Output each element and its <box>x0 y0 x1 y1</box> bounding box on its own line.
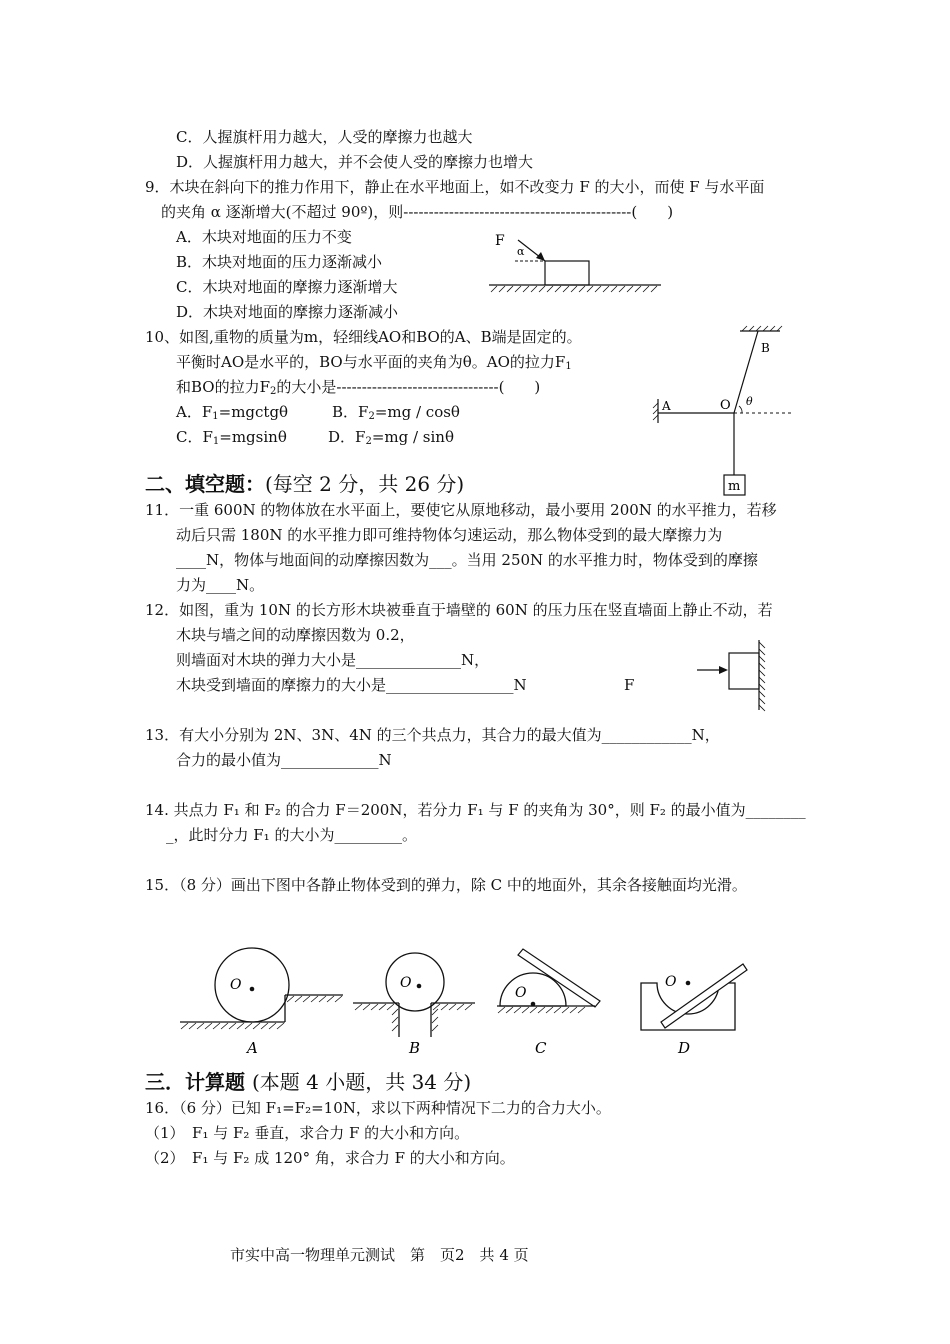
q15-figure-c <box>497 949 600 1057</box>
q12-line1: 12．如图，重为 10N 的长方形木块被垂直于墙壁的 60N 的压力压在竖直墙面上静止不动，若 <box>145 601 773 619</box>
q9-stem-line2: 的夹角 α 逐渐增大(不超过 90º)，则---------------------------------------------( ) <box>161 203 674 221</box>
q10-fig-wall-hatch <box>653 403 658 420</box>
q10-fig-label-o: O <box>720 398 731 413</box>
q15-figures <box>175 935 765 1060</box>
q10-stem-line3: 和BO的拉力$F_2$的大小是--------------------------------( ) <box>176 378 541 397</box>
q10-fig-angle-arc <box>739 406 742 413</box>
q15-a-center-label: O <box>230 977 242 993</box>
q12-fig-arrowhead <box>719 666 728 674</box>
q9-option-d: D．木块对地面的摩擦力逐渐减小 <box>176 303 399 321</box>
q8-option-c: C．人握旗杆用力越大，人受的摩擦力也越大 <box>176 128 473 146</box>
q12-fig-wall-hatch <box>759 642 765 711</box>
q9-option-b: B．木块对地面的压力逐渐减小 <box>176 253 383 271</box>
q11-line1: 11．一重 600N 的物体放在水平面上，要使它从原地移动，最小要用 200N 的水平推力，若移 <box>145 501 777 519</box>
q12-fig-block <box>729 653 759 689</box>
q9-fig-alpha-label: α <box>517 245 525 258</box>
q10-figure <box>650 325 800 500</box>
q15-b-center-dot <box>417 984 422 989</box>
q11-line4: 力为____N。 <box>176 576 265 594</box>
q8-option-d: D．人握旗杆用力越大，并不会使人受的摩擦力也增大 <box>176 153 534 171</box>
q15-line1: 15．（8 分）画出下图中各静止物体受到的弹力，除 C 中的地面外，其余各接触面均光滑。 <box>145 876 747 894</box>
q13-line2: 合力的最小值为_____________N <box>176 751 392 769</box>
q10-fig-ceiling-hatch <box>742 326 782 331</box>
q11-line2: 动后只需 180N 的水平推力即可维持物体匀速运动，那么物体受到的最大摩擦力为 <box>176 526 723 544</box>
q15-c-center-label: O <box>515 985 527 1001</box>
q9-fig-force-label: F <box>495 233 505 249</box>
q16-line1: 16．（6 分）已知 F₁=F₂=10N，求以下两种情况下二力的合力大小。 <box>145 1099 611 1117</box>
q16-part1: （1） F₁ 与 F₂ 垂直，求合力 F 的大小和方向。 <box>145 1124 470 1142</box>
q9-fig-block <box>545 261 589 285</box>
q12-line4: 木块受到墙面的摩擦力的大小是_________________N <box>176 676 527 694</box>
section2-heading: 二、填空题：(每空 2 分，共 26 分) <box>145 472 465 496</box>
q15-b-ball <box>386 953 444 1011</box>
q10-option-a: A．$F_1=mgctg\theta$ <box>176 403 289 422</box>
q9-figure <box>485 228 665 298</box>
q9-fig-arrowhead <box>536 252 545 261</box>
q10-option-d: D．$F_2=mg / \sin\theta$ <box>328 428 454 447</box>
q16-part2: （2） F₁ 与 F₂ 成 120° 角，求合力 F 的大小和方向。 <box>145 1149 515 1167</box>
q15-c-hatch <box>498 1007 585 1013</box>
q9-option-a: A．木块对地面的压力不变 <box>176 228 352 246</box>
q14-line1: 14. 共点力 F₁ 和 F₂ 的合力 F＝200N，若分力 F₁ 与 F 的夹角为 30°，则 F₂ 的最小值为________ <box>145 801 806 819</box>
q15-d-center-label: O <box>665 974 677 990</box>
section3-heading: 三．计算题 (本题 4 小题，共 34 分) <box>145 1070 472 1094</box>
q10-fig-label-theta: θ <box>746 395 753 408</box>
q10-option-b: B．$F_2=mg / \cos\theta$ <box>332 403 460 422</box>
q9-option-c: C．木块对地面的摩擦力逐渐增大 <box>176 278 398 296</box>
q15-c-label: C <box>535 1039 547 1057</box>
q10-fig-label-b: B <box>761 341 770 355</box>
q15-a-center-dot <box>250 987 255 992</box>
q12-figure <box>695 638 775 714</box>
q15-figure-d <box>641 964 747 1057</box>
q15-b-center-label: O <box>400 975 412 991</box>
q10-fig-label-m: m <box>728 479 741 494</box>
q13-line1: 13．有大小分别为 2N、3N、4N 的三个共点力，其合力的最大值为____________N， <box>145 726 720 744</box>
q10-stem-line1: 10、如图,重物的质量为m，轻细线AO和BO的A、B端是固定的。 <box>145 328 582 346</box>
q11-line3: ____N，物体与地面间的动摩擦因数为___。当用 250N 的水平推力时，物体受到的摩擦 <box>176 551 758 569</box>
q10-fig-label-a: A <box>662 399 671 413</box>
q15-a-label: A <box>247 1039 258 1057</box>
q15-d-center-dot <box>686 981 691 986</box>
q15-figure-a <box>180 948 343 1057</box>
q15-d-label: D <box>678 1039 691 1057</box>
page-footer: 市实中高一物理单元测试 第 页2 共 4 页 <box>230 1246 529 1264</box>
q10-stem-line2: 平衡时AO是水平的，BO与水平面的夹角为θ。AO的拉力$F_1$ <box>176 353 572 372</box>
q12-line3: 则墙面对木块的弹力大小是______________N， <box>176 651 490 669</box>
q12-figure-force-label: F <box>624 676 635 694</box>
q15-figure-b <box>353 953 475 1057</box>
q10-option-c: C．$F_1=mgsin\theta$ <box>176 428 287 447</box>
q12-line2: 木块与墙之间的动摩擦因数为 0.2， <box>176 626 415 644</box>
q15-b-label: B <box>409 1039 421 1057</box>
q14-line2: _，此时分力 F₁ 的大小为_________。 <box>166 826 417 844</box>
q9-stem-line1: 9．木块在斜向下的推力作用下，静止在水平地面上，如不改变力 F 的大小，而使 F 与水平面 <box>145 178 765 196</box>
q9-fig-ground-hatch <box>491 286 657 292</box>
q15-a-ball <box>215 948 289 1022</box>
